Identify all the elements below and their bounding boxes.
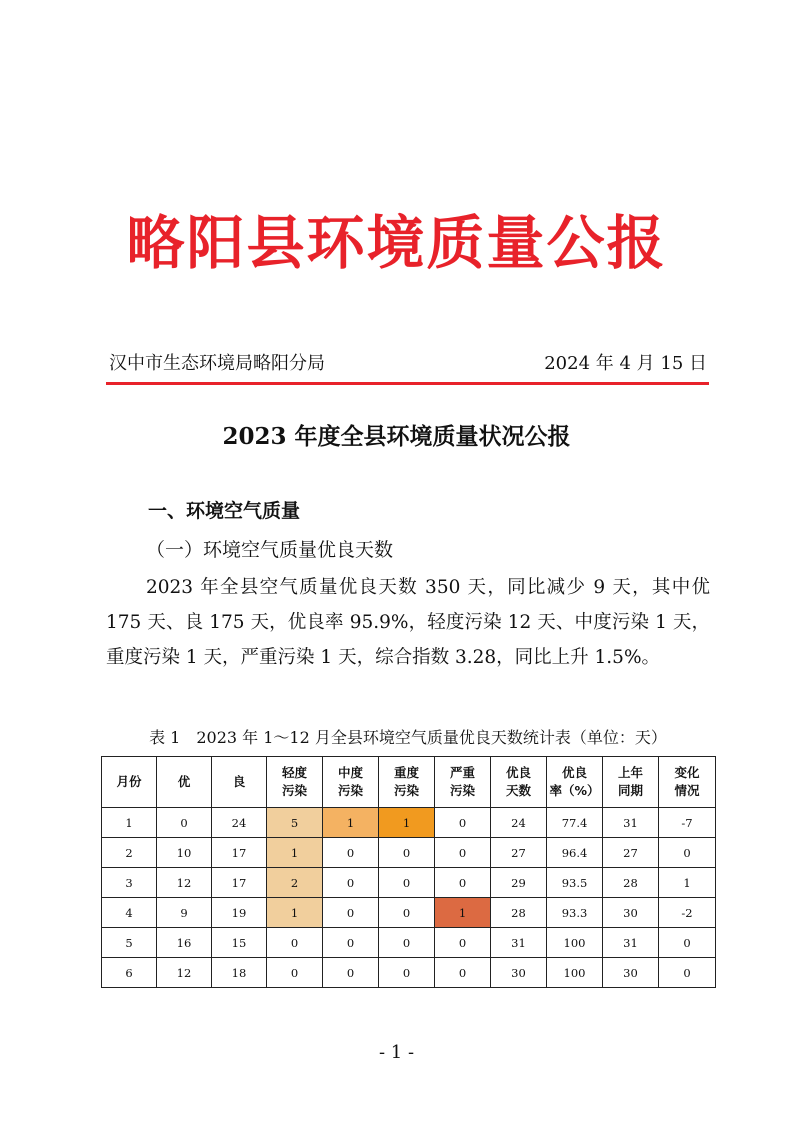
table-cell: 0 [267, 958, 323, 988]
table-cell: 30 [603, 958, 659, 988]
table-cell: 24 [491, 808, 547, 838]
table-header-cell [157, 757, 212, 808]
table-cell: 29 [491, 868, 547, 898]
table-cell: 0 [323, 838, 379, 868]
table-cell: 9 [157, 898, 212, 928]
table-cell: 100 [547, 928, 603, 958]
table-cell: 4 [102, 898, 157, 928]
table-header-text: 良 [232, 774, 246, 789]
table-header-cell [379, 757, 435, 808]
table-cell: 0 [323, 898, 379, 928]
table-header-text: 情况 [674, 783, 700, 798]
table-header-text: 严重 [449, 765, 475, 780]
table-row [102, 808, 716, 838]
table-header-cell [102, 757, 157, 808]
masthead-title: 略阳县环境质量公报 [126, 209, 667, 277]
table-header-cell [267, 757, 323, 808]
table-cell: 17 [212, 838, 267, 868]
table-header-text: 轻度 [281, 765, 307, 780]
table-cell: 5 [267, 808, 323, 838]
table-header-cell [491, 757, 547, 808]
table-cell: 0 [435, 928, 491, 958]
table-cell: 0 [435, 868, 491, 898]
table-cell: 19 [212, 898, 267, 928]
table-cell: 2 [102, 838, 157, 868]
table-header-cell [659, 757, 716, 808]
table-cell: 0 [659, 838, 716, 868]
table-row [102, 958, 716, 988]
table-cell: 28 [603, 868, 659, 898]
table-header-row [102, 757, 716, 808]
table-cell: 1 [267, 898, 323, 928]
table-cell: 0 [267, 928, 323, 958]
table-header-text: 污染 [393, 783, 419, 798]
table-cell: 3 [102, 868, 157, 898]
table-cell: 12 [157, 868, 212, 898]
table-cell: 1 [659, 868, 716, 898]
table-cell: 96.4 [547, 838, 603, 868]
table-cell: 0 [323, 958, 379, 988]
table-cell: 1 [102, 808, 157, 838]
table-cell: 0 [435, 958, 491, 988]
table-cell: 31 [491, 928, 547, 958]
table-caption: 表 1 2023 年 1～12 月全县环境空气质量优良天数统计表（单位：天） [149, 728, 667, 747]
section-heading-air-quality: 一、环境空气质量 [148, 500, 301, 522]
table-cell: 0 [379, 898, 435, 928]
table-cell: 93.5 [547, 868, 603, 898]
table-header-text: 率（%） [549, 783, 600, 798]
table-cell: 0 [157, 808, 212, 838]
table-cell: 27 [603, 838, 659, 868]
table-cell: 12 [157, 958, 212, 988]
table-cell: 1 [267, 838, 323, 868]
table-cell: 0 [379, 928, 435, 958]
table-cell: 0 [323, 868, 379, 898]
table-cell: 2 [267, 868, 323, 898]
table-header-cell [435, 757, 491, 808]
table-cell: 0 [379, 958, 435, 988]
table-cell: -7 [659, 808, 716, 838]
table-header-text: 上年 [617, 765, 643, 780]
table-cell: 6 [102, 958, 157, 988]
table-cell: 31 [603, 808, 659, 838]
table-cell: 30 [491, 958, 547, 988]
table-cell: 0 [659, 958, 716, 988]
air-quality-paragraph: 2023 年全县空气质量优良天数 350 天，同比减少 9 天，其中优 175 天、良 175 天，优良率 95.9%，轻度污染 12 天、中度污染 1 天，重度污染 1 天，严重污染 1 天，综合指数 3.28，同比上升 1.5%。 [106, 577, 710, 668]
issuer-name: 汉中市生态环境局略阳分局 [109, 353, 325, 374]
table-header-text: 污染 [337, 783, 363, 798]
table-row [102, 868, 716, 898]
table-header-cell [212, 757, 267, 808]
table-cell: 15 [212, 928, 267, 958]
table-header-text: 优 [177, 774, 191, 789]
table-cell: 1 [435, 898, 491, 928]
table-cell: 1 [379, 808, 435, 838]
table-cell: 0 [323, 928, 379, 958]
table-cell: 100 [547, 958, 603, 988]
table-cell: 1 [323, 808, 379, 838]
table-row [102, 928, 716, 958]
table-cell: 0 [379, 868, 435, 898]
table-cell: 0 [659, 928, 716, 958]
table-header-text: 优良 [505, 765, 531, 780]
table-cell: 77.4 [547, 808, 603, 838]
table-cell: 30 [603, 898, 659, 928]
issue-date: 2024 年 4 月 15 日 [544, 353, 707, 374]
table-header-text: 重度 [393, 765, 419, 780]
table-cell: 0 [435, 838, 491, 868]
table-header-text: 天数 [505, 783, 531, 798]
table-header-cell [323, 757, 379, 808]
table-header-text: 变化 [674, 765, 700, 780]
table-header-text: 优良 [561, 765, 587, 780]
table-cell: 31 [603, 928, 659, 958]
air-quality-table [101, 756, 716, 988]
table-header-text: 污染 [281, 783, 307, 798]
table-cell: 17 [212, 868, 267, 898]
table-cell: 10 [157, 838, 212, 868]
table-cell: 24 [212, 808, 267, 838]
document-title: 2023 年度全县环境质量状况公报 [222, 423, 571, 450]
table-row [102, 898, 716, 928]
table-header-text: 污染 [449, 783, 475, 798]
table-header-cell [547, 757, 603, 808]
table-cell: 28 [491, 898, 547, 928]
table-header-text: 同期 [617, 783, 643, 798]
red-divider-line [106, 382, 709, 385]
table-cell: 18 [212, 958, 267, 988]
table-header-text: 中度 [337, 765, 363, 780]
table-cell: 16 [157, 928, 212, 958]
table-header-text: 月份 [116, 774, 142, 789]
table-header-cell [603, 757, 659, 808]
subsection-heading-good-days: （一）环境空气质量优良天数 [146, 539, 394, 561]
table-cell: 0 [435, 808, 491, 838]
page-number: - 1 - [378, 1042, 415, 1063]
table-cell: 0 [379, 838, 435, 868]
table-cell: 5 [102, 928, 157, 958]
table-cell: 27 [491, 838, 547, 868]
table-row [102, 838, 716, 868]
table-cell: 93.3 [547, 898, 603, 928]
table-cell: -2 [659, 898, 716, 928]
